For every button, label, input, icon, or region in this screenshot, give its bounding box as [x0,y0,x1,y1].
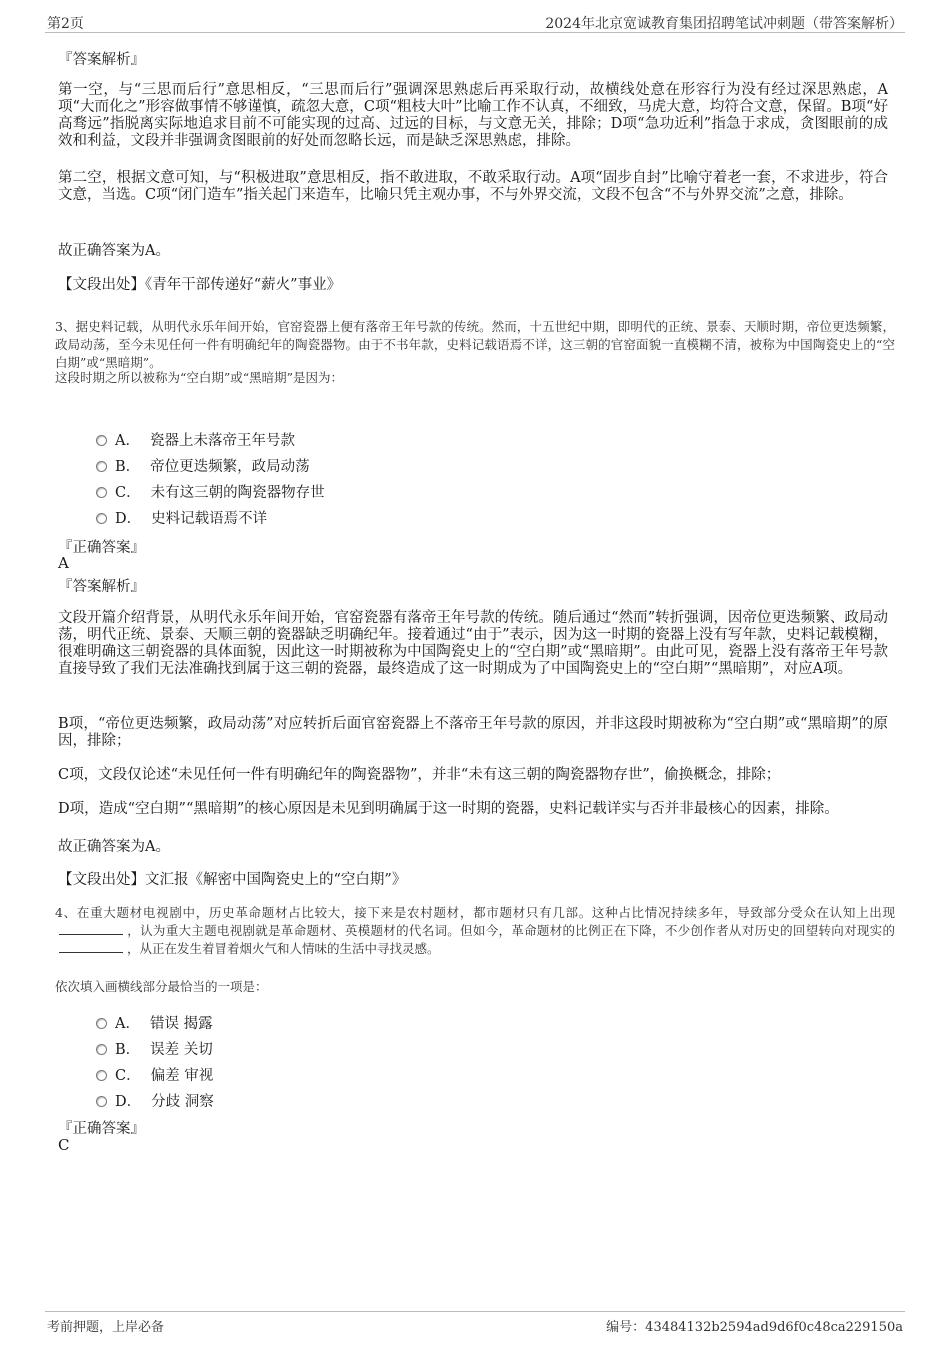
radio-icon[interactable] [96,461,107,472]
radio-icon[interactable] [96,513,107,524]
q3-analysis-option-b: B项，“帝位更迭频繁，政局动荡”对应转折后面官窑瓷器上不落帝王年号款的原因，并非这段时期被称为“空白期”或“黑暗期”的原因，排除； [58,716,888,749]
q4-option-d[interactable]: D． 分歧 洞察 [96,1090,214,1110]
page-footer [45,1311,905,1336]
q4-question-text: 4、在重大题材电视剧中，历史革命题材占比较大，接下来是农村题材，都市题材只有几部。这种占比情况持续多年，导致部分受众在认知上出现，认为重大主题电视剧就是革命题材、英模题材的代名词。但如今，革命题材的比例正在下降，不少创作者从对历史的回望转向对现实的，从正在发生着冒着烟火气和人情味的生活中寻找灵感。 [55,905,895,956]
radio-icon[interactable] [96,1096,107,1107]
q4-answer-label: 『正确答案』 [58,1121,145,1137]
q4-answer: C [58,1136,70,1154]
q3-answer-label: 『正确答案』 [58,540,145,556]
document-code: 编号：43484132b2594ad9d6f0c48ca229150a [606,1320,903,1335]
fill-blank-2 [59,940,123,953]
radio-icon[interactable] [96,1044,107,1055]
radio-icon[interactable] [96,1070,107,1081]
q4-option-b[interactable]: B． 误差 关切 [96,1038,213,1058]
q3-option-d[interactable]: D． 史料记载语焉不详 [96,507,267,527]
q2-analysis-label: 『答案解析』 [58,52,145,68]
document-title: 2024年北京宽诚教育集团招聘笔试冲刺题（带答案解析） [545,16,903,32]
q4-option-c[interactable]: C． 偏差 审视 [96,1064,213,1084]
q4-prompt: 依次填入画横线部分最恰当的一项是： [55,979,268,994]
q3-option-c[interactable]: C． 未有这三朝的陶瓷器物存世 [96,481,325,501]
q3-question-text: 3、据史料记载，从明代永乐年间开始，官窑瓷器上便有落帝王年号款的传统。然而，十五世纪中期，即明代的正统、景泰、天顺时期，帝位更迭频繁，政局动荡，至今未见任何一件有明确纪年的陶瓷器物。由于不书年款，史料记载语焉不详，这三朝的官窑面貌一直模糊不清，被称为中国陶瓷史上的“空白期”或“黑暗期”。 [55,319,895,370]
q2-analysis-para2: 第二空，根据文意可知，与“积极进取”意思相反，指不敢进取，不敢采取行动。A项“固步自封”比喻守着老一套，不求进步，符合文意，当选。C项“闭门造车”指关起门来造车，比喻只凭主观办事，不与外界交流，文段不包含“不与外界交流”之意，排除。 [58,170,888,203]
q3-option-a[interactable]: A． 瓷器上未落帝王年号款 [96,429,295,449]
q3-option-b[interactable]: B． 帝位更迭频繁，政局动荡 [96,455,310,475]
q3-analysis-para1: 文段开篇介绍背景，从明代永乐年间开始，官窑瓷器有落帝王年号款的传统。随后通过“然而”转折强调，因帝位更迭频繁、政局动荡，明代正统、景泰、天顺三朝的瓷器缺乏明确纪年。接着通过“由于”表示，因为这一时期的瓷器上没有写年款，史料记载模糊，很难明确这三朝瓷器的具体面貌，因此这一时期被称为中国陶瓷史上的“空白期”或“黑暗期”。由此可见，瓷器上没有落帝王年号款直接导致了我们无法准确找到属于这三朝的瓷器，最终造成了这一时期成为了中国陶瓷史上的“空白期”“黑暗期”，对应A项。 [58,610,888,677]
fill-blank-1 [59,922,123,935]
q2-analysis-para1: 第一空，与“三思而后行”意思相反，“三思而后行”强调深思熟虑后再采取行动，故横线处意在形容行为没有经过深思熟虑，A项“大而化之”形容做事情不够谨慎，疏忽大意，C项“粗枝大叶”比喻工作不认真，不细致，马虎大意，均符合文意，保留。B项“好高骛远”指脱离实际地追求目前不可能实现的过高、过远的目标，与文意无关，排除；D项“急功近利”指急于求成，贪图眼前的成效和利益，文段并非强调贪图眼前的好处而忽略长远，而是缺乏深思熟虑，排除。 [58,82,888,149]
page-number: 第2页 [47,16,84,32]
q3-source: 【文段出处】文汇报《解密中国陶瓷史上的“空白期”》 [58,872,407,888]
q3-answer: A [58,554,69,572]
q3-prompt: 这段时期之所以被称为“空白期”或“黑暗期”是因为： [55,370,344,385]
q3-analysis-option-d: D项，造成“空白期”“黑暗期”的核心原因是未见到明确属于这一时期的瓷器，史料记载详实与否并非最核心的因素，排除。 [58,801,839,817]
radio-icon[interactable] [96,1018,107,1029]
q3-analysis-option-c: C项，文段仅论述“未见任何一件有明确纪年的陶瓷器物”，并非“未有这三朝的陶瓷器物存世”，偷换概念，排除； [58,767,781,783]
footer-slogan: 考前押题，上岸必备 [47,1320,165,1335]
q3-conclusion: 故正确答案为A。 [58,839,170,855]
q4-option-a[interactable]: A． 错误 揭露 [96,1012,213,1032]
q2-source: 【文段出处】《青年干部传递好“薪火”事业》 [58,277,342,293]
q2-conclusion: 故正确答案为A。 [58,243,170,259]
page-header [45,10,905,33]
q3-analysis-label: 『答案解析』 [58,579,145,595]
radio-icon[interactable] [96,435,107,446]
radio-icon[interactable] [96,487,107,498]
